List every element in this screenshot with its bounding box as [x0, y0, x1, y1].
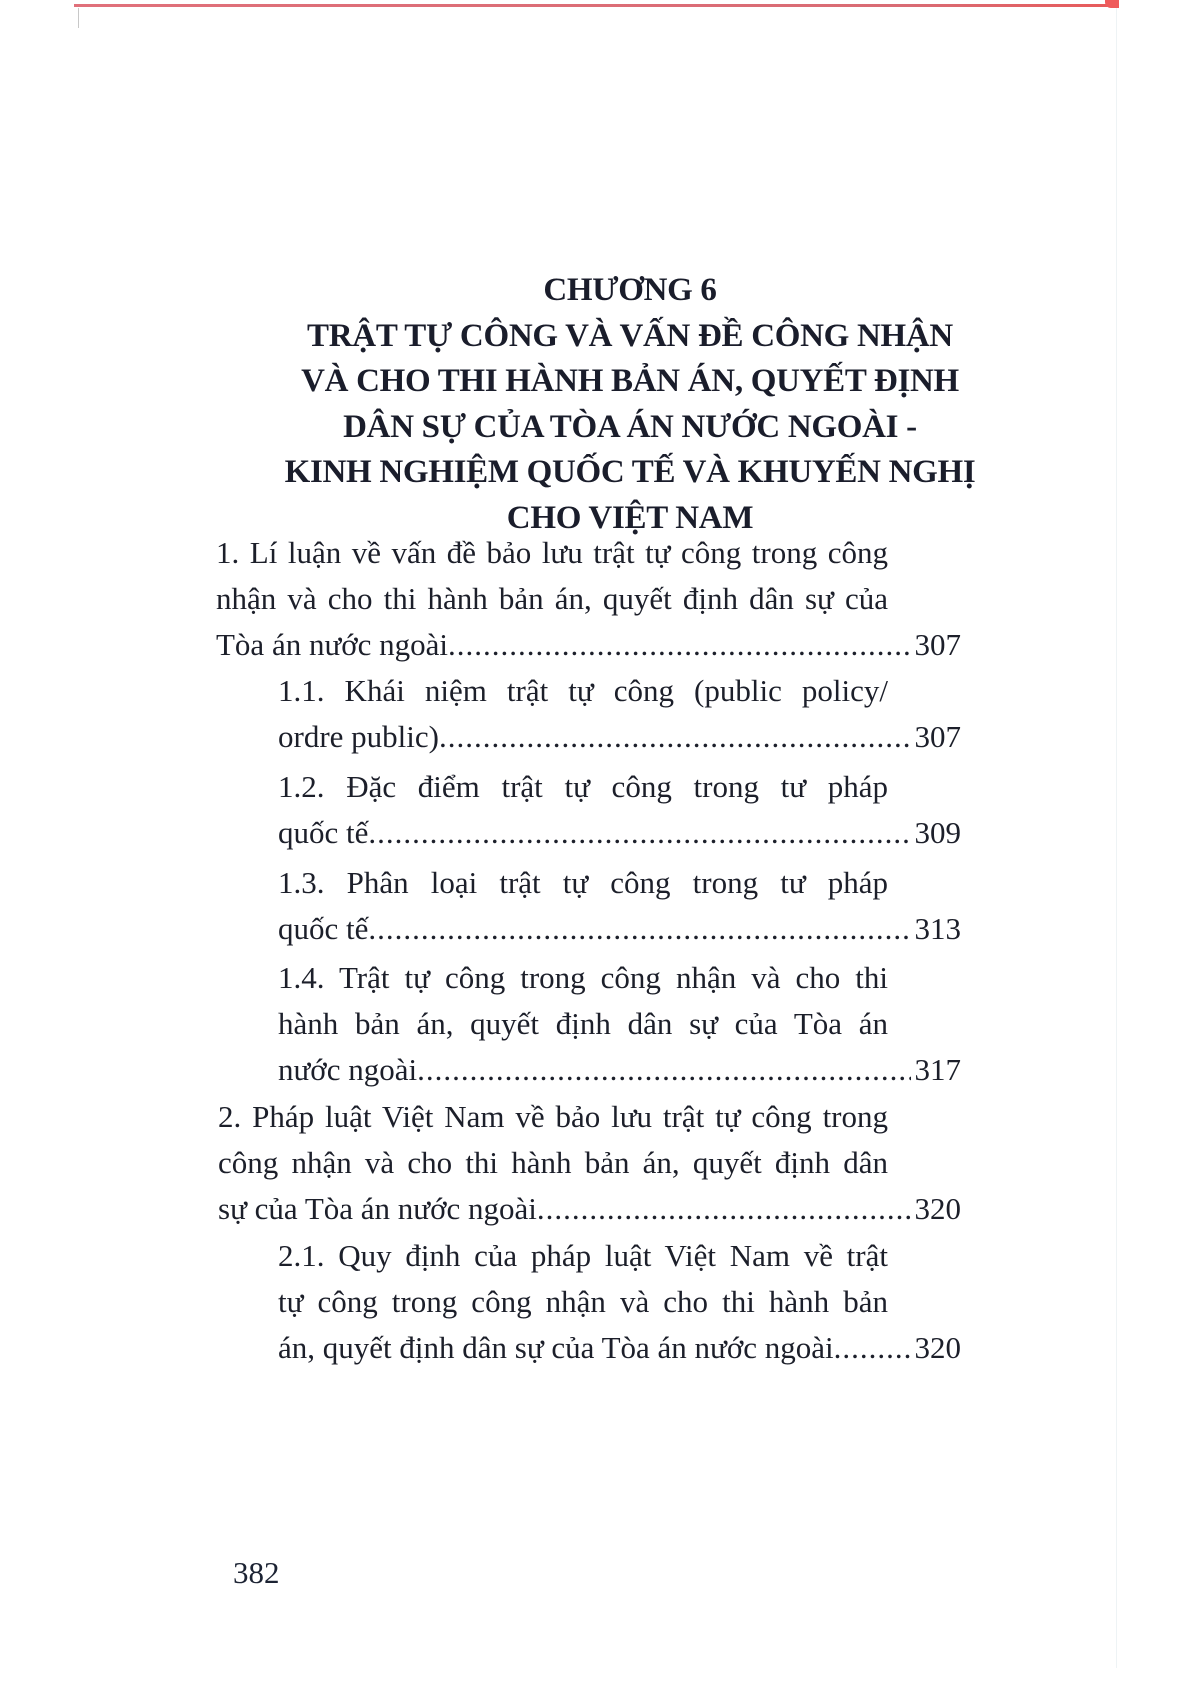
toc-page-number: 320 [914, 1191, 961, 1226]
toc-page-number: 320 [914, 1330, 961, 1365]
toc-entry-text: 2. Pháp luật Việt Nam về bảo lưu trật tự công trong [218, 1099, 888, 1134]
toc-entry-last-line [278, 810, 961, 856]
chapter-title-line: TRẬT TỰ CÔNG VÀ VẤN ĐỀ CÔNG NHẬN [307, 317, 953, 354]
chapter-title-line: VÀ CHO THI HÀNH BẢN ÁN, QUYẾT ĐỊNH [301, 363, 959, 399]
toc-entry-text: án, quyết định dân sự của Tòa án nước ngoài [278, 1330, 834, 1365]
toc-entry-text: Tòa án nước ngoài [216, 627, 449, 662]
toc-page-number: 307 [914, 719, 961, 754]
toc-entry-text: ordre public) [278, 719, 439, 754]
chapter-title-line: CHO VIỆT NAM [506, 499, 754, 536]
top-border-line [74, 4, 1118, 7]
toc-entry-text: 2.1. Quy định của pháp luật Việt Nam về trật [278, 1238, 888, 1273]
dot-leader [368, 810, 910, 856]
top-border-corner [1105, 0, 1119, 8]
toc-entry-text: nước ngoài [278, 1052, 418, 1087]
dot-leader [439, 714, 911, 760]
dot-leader [537, 1186, 911, 1232]
toc-entry-last-line [278, 714, 961, 760]
dot-leader [417, 1047, 910, 1093]
toc-entry-last-line [216, 622, 961, 668]
toc-entry-text: 1. Lí luận về vấn đề bảo lưu trật tự công trong công [216, 535, 888, 570]
toc-entry-text: công nhận và cho thi hành bản án, quyết định dân [218, 1145, 888, 1180]
toc-entry-last-line [278, 906, 961, 952]
toc-entry-text: quốc tế [278, 911, 369, 946]
toc-page-number: 307 [914, 627, 961, 662]
toc-entry-text: tự công trong công nhận và cho thi hành bản [278, 1284, 888, 1319]
page-number: 382 [233, 1555, 280, 1590]
toc-entry-text: quốc tế [278, 815, 369, 850]
page-edge-left [78, 8, 79, 28]
chapter-number: CHƯƠNG 6 [543, 272, 717, 308]
toc-entry-last-line [218, 1186, 961, 1232]
toc-entry-text: sự của Tòa án nước ngoài [218, 1191, 537, 1226]
chapter-title-line: KINH NGHIỆM QUỐC TẾ VÀ KHUYẾN NGHỊ [284, 454, 976, 490]
toc-page-number: 309 [914, 815, 961, 850]
dot-leader [368, 906, 910, 952]
toc-entry-text: nhận và cho thi hành bản án, quyết định dân sự của [216, 581, 888, 616]
toc-page-number: 313 [914, 911, 961, 946]
toc-entry-text: 1.4. Trật tự công trong công nhận và cho thi [278, 960, 888, 995]
dot-leader [448, 622, 910, 668]
toc-entry-text: 1.1. Khái niệm trật tự công (public policy/ [278, 673, 888, 708]
chapter-heading [230, 268, 1030, 541]
toc-entry-last-line [278, 1047, 961, 1093]
chapter-title-line: DÂN SỰ CỦA TÒA ÁN NƯỚC NGOÀI - [343, 408, 917, 445]
toc-page-number: 317 [914, 1052, 961, 1087]
toc-entry-text: 1.2. Đặc điểm trật tự công trong tư pháp [278, 769, 888, 804]
toc-entry-last-line [278, 1325, 961, 1371]
page-edge-right [1116, 8, 1117, 1668]
toc-entry-text: 1.3. Phân loại trật tự công trong tư pháp [278, 865, 888, 900]
toc-entry-text: hành bản án, quyết định dân sự của Tòa án [278, 1006, 888, 1041]
dot-leader [834, 1325, 911, 1371]
